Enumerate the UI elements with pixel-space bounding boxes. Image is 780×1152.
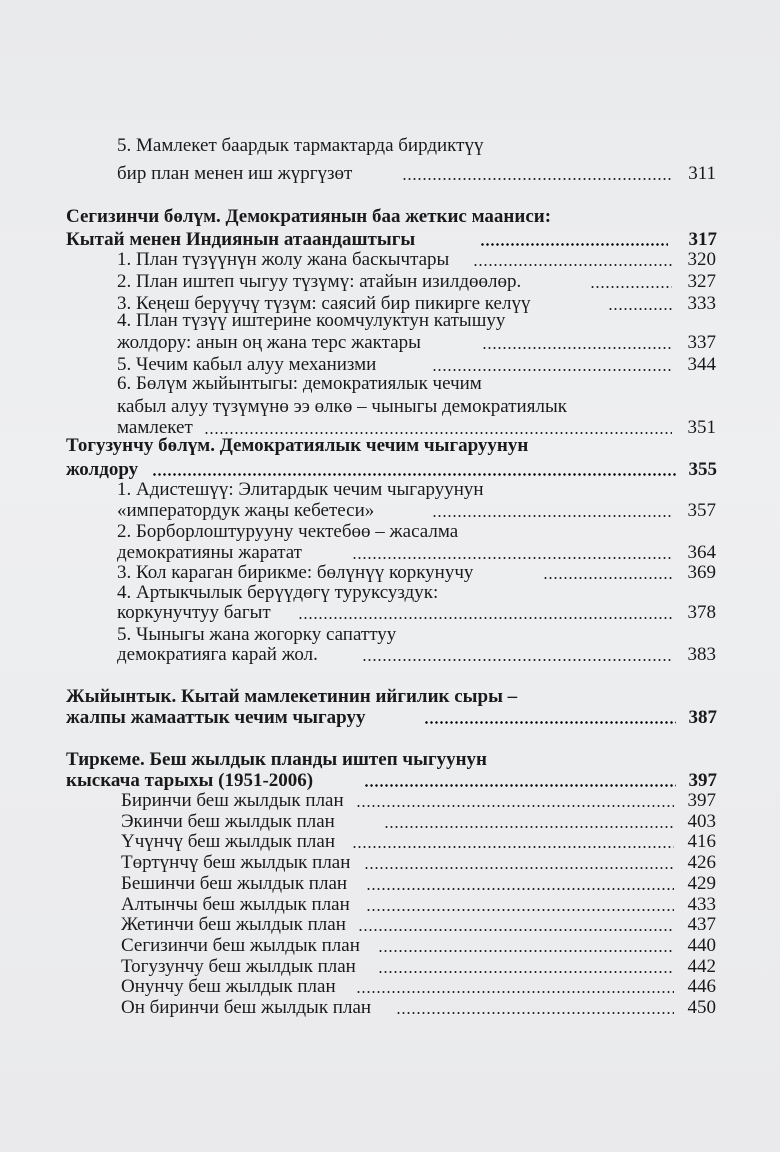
- dot-leader: [152, 473, 676, 476]
- page-number: 440: [687, 935, 716, 956]
- toc-entry-text: демократияны жаратат: [117, 542, 302, 563]
- chapter-title: Кытай менен Индиянын атаандаштыгы: [66, 229, 416, 250]
- dot-leader: [402, 178, 672, 180]
- page-number: 344: [687, 354, 716, 375]
- toc-entry-text: 1. План түзүүнүн жолу жана баскычтары: [117, 249, 450, 270]
- page-number: 317: [688, 229, 717, 250]
- toc-entry-text: мамлекет: [117, 417, 193, 438]
- page-number: 429: [687, 873, 716, 894]
- page-number: 311: [688, 163, 716, 184]
- toc-entry-text: Төртүнчү беш жылдык план: [121, 852, 351, 873]
- page-number: 450: [687, 997, 716, 1018]
- page-number: 383: [687, 644, 716, 665]
- page-number: 433: [687, 894, 716, 915]
- toc-entry[interactable]: [0, 706, 780, 730]
- dot-leader: [356, 805, 674, 807]
- toc-entry-text: «императордук жаңы кебетеси»: [117, 500, 375, 521]
- page-number: 403: [687, 811, 716, 832]
- toc-entry-text: [0, 372, 780, 396]
- page-number: 378: [687, 602, 716, 623]
- toc-entry-text: Биринчи беш жылдык план: [121, 790, 344, 811]
- toc-entry-text: Он биринчи беш жылдык план: [121, 997, 372, 1018]
- dot-leader: [482, 347, 672, 349]
- dot-leader: [424, 721, 676, 724]
- page-number: 327: [687, 271, 716, 292]
- toc-entry-text: 3. Кол караган бирикме: бөлүнүү коркунучу: [117, 562, 474, 583]
- page-number: 357: [687, 500, 716, 521]
- page-number: 437: [687, 914, 716, 935]
- toc-entry-text: коркунучтуу багыт: [117, 602, 271, 623]
- dot-leader: [378, 971, 674, 973]
- toc-entry-text: Онунчу беш жылдык план: [121, 976, 336, 997]
- page-number: 337: [687, 332, 716, 353]
- toc-entry-text: Бешинчи беш жылдык план: [121, 873, 348, 894]
- dot-leader: [480, 243, 668, 246]
- toc-entry[interactable]: [0, 331, 780, 355]
- page-number: 397: [688, 770, 717, 791]
- dot-leader: [352, 846, 674, 848]
- chapter-title: жолдору: [66, 459, 139, 480]
- toc-entry-text: демократияга карай жол.: [117, 644, 318, 665]
- chapter-title: жалпы жамааттык чечим чыгаруу: [66, 707, 366, 728]
- page-number: 442: [687, 956, 716, 977]
- toc-entry-text: 5. Чыныгы жана жогорку сапаттуу: [117, 624, 397, 645]
- chapter-heading: [0, 205, 780, 229]
- page-number: 355: [688, 459, 717, 480]
- toc-entry-text: 5. Чечим кабыл алуу механизми: [117, 354, 377, 375]
- dot-leader: [396, 1012, 674, 1014]
- page-number: 351: [687, 417, 716, 438]
- toc-entry[interactable]: [0, 996, 780, 1020]
- toc-entry-text: 2. План иштеп чыгуу түзүмү: атайын изилдөөлөр.: [117, 271, 522, 292]
- page-number: 364: [687, 542, 716, 563]
- page-number: 416: [687, 831, 716, 852]
- toc-entry-text: Экинчи беш жылдык план: [121, 811, 335, 832]
- toc-entry-text: кабыл алуу түзүмүнө ээ өлкө – чыныгы демократиялык: [117, 396, 567, 417]
- dot-leader: [366, 909, 674, 911]
- toc-entry-text: [0, 309, 780, 333]
- toc-entry-text: 6. Бөлүм жыйынтыгы: демократиялык чечим: [117, 373, 482, 394]
- toc-entry-text: Жетинчи беш жылдык план: [121, 914, 346, 935]
- dot-leader: [364, 784, 676, 787]
- dot-leader: [364, 867, 674, 869]
- page-number: 387: [688, 707, 717, 728]
- toc-entry[interactable]: [0, 162, 780, 186]
- toc-entry-text: жолдору: анын оң жана терс жактары: [117, 332, 421, 353]
- toc-entry-text: [0, 134, 780, 158]
- chapter-title: Жыйынтык. Кытай мамлекетинин ийгилик сыры –: [66, 686, 518, 707]
- chapter-heading: [0, 434, 780, 458]
- toc-entry-text: 4. Артыкчылык берүүдөгү туруксуздук:: [117, 582, 439, 603]
- dot-leader: [384, 826, 674, 828]
- dot-leader: [366, 888, 674, 890]
- toc-entry[interactable]: [0, 643, 780, 667]
- dot-leader: [543, 577, 672, 579]
- dot-leader: [473, 264, 673, 266]
- dot-leader: [432, 515, 672, 517]
- toc-entry[interactable]: [0, 248, 780, 272]
- dot-leader: [352, 557, 672, 559]
- page-number: 333: [687, 293, 716, 314]
- page-number: 426: [687, 852, 716, 873]
- toc-entry[interactable]: [0, 601, 780, 625]
- chapter-title: Сегизинчи бөлүм. Демократиянын баа жеткис мааниси:: [66, 206, 552, 227]
- page-number: 320: [687, 249, 716, 270]
- page-number: 446: [687, 976, 716, 997]
- toc-entry-text: Тогузунчу беш жылдык план: [121, 956, 356, 977]
- toc-entry-text: 1. Адистешүү: Элитардык чечим чыгаруунун: [117, 479, 484, 500]
- toc-entry-text: 5. Мамлекет баардык тармактарда бирдиктүү: [117, 135, 484, 156]
- dot-leader: [378, 950, 674, 952]
- toc-entry[interactable]: [0, 270, 780, 294]
- chapter-title: Тогузунчу бөлүм. Демократиялык чечим чыгаруунун: [66, 435, 529, 456]
- toc-entry-text: бир план менен иш жүргүзөт: [117, 163, 353, 184]
- page-number: 369: [687, 562, 716, 583]
- toc-entry-text: 3. Кеңеш берүүчү түзүм: саясий бир пикирге келүү: [117, 293, 531, 314]
- toc-entry-text: 4. План түзүү иштерине коомчулуктун катышуу: [117, 310, 506, 331]
- dot-leader: [362, 659, 672, 661]
- dot-leader: [358, 929, 674, 931]
- toc-entry-text: Үчүнчү беш жылдык план: [121, 831, 336, 852]
- dot-leader: [298, 617, 672, 619]
- dot-leader: [356, 991, 674, 993]
- chapter-title: Тиркеме. Беш жылдык планды иштеп чыгуунун: [66, 749, 487, 770]
- page-number: 397: [687, 790, 716, 811]
- toc-entry-text: Сегизинчи беш жылдык план: [121, 935, 360, 956]
- toc-entry-text: Алтынчы беш жылдык план: [121, 894, 350, 915]
- dot-leader: [590, 286, 672, 288]
- toc-entry-text: 2. Борборлоштурууну чектебөө – жасалма: [117, 521, 459, 542]
- dot-leader: [432, 369, 672, 371]
- chapter-title: кыскача тарыхы (1951-2006): [66, 770, 314, 791]
